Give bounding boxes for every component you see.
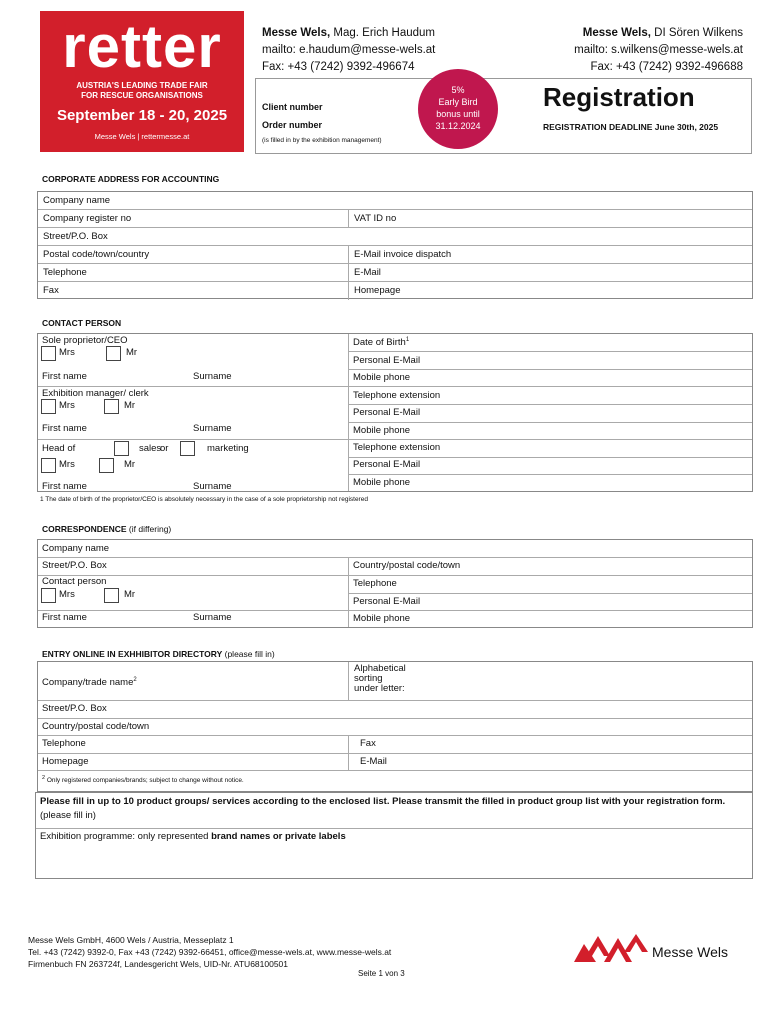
- dir-email-field[interactable]: E-Mail: [360, 756, 387, 767]
- rule: [36, 828, 752, 829]
- corporate-section: [37, 191, 753, 299]
- rule: [38, 610, 752, 611]
- rule: [349, 422, 752, 423]
- logo-word: retter: [62, 13, 222, 80]
- rule: [38, 700, 752, 701]
- register-no-field[interactable]: Company register no: [43, 213, 132, 224]
- sole-mrs-checkbox[interactable]: [41, 346, 56, 361]
- rule: [38, 735, 752, 736]
- manager-mrs-label: Mrs: [59, 400, 75, 411]
- correspondence-heading: [42, 524, 171, 534]
- corr-telephone-field[interactable]: Telephone: [353, 578, 397, 589]
- footer-address: [28, 934, 391, 970]
- correspondence-heading-note: (if differing): [126, 524, 172, 534]
- divider: [348, 334, 349, 491]
- manager-mr-label: Mr: [124, 400, 136, 411]
- head-sales-label: sales: [139, 443, 162, 454]
- email-invoice-field[interactable]: E-Mail invoice dispatch: [354, 249, 452, 260]
- contact-left-company: Messe Wels,: [262, 27, 331, 39]
- dir-footnote-text: Only registered companies/brands; subject to change without notice.: [45, 777, 244, 785]
- manager-mr-checkbox[interactable]: [104, 399, 119, 414]
- corr-surname-field[interactable]: Surname: [193, 612, 232, 623]
- logo-site: Messe Wels | rettermesse.at: [94, 132, 190, 141]
- messe-wels-brand: Messe Wels: [652, 944, 728, 960]
- dob-sup: 1: [405, 337, 410, 343]
- contact-right-mail[interactable]: mailto: s.wilkens@messe-wels.at: [574, 44, 743, 56]
- corr-company-field[interactable]: Company name: [42, 543, 110, 554]
- correspondence-section: [37, 539, 753, 628]
- head-surname-field[interactable]: Surname: [193, 481, 232, 492]
- fax-field[interactable]: Fax: [43, 285, 59, 296]
- head-mrs-label: Mrs: [59, 459, 75, 470]
- head-tel-ext-field[interactable]: Telephone extension: [353, 442, 441, 453]
- corporate-row-telephone: [38, 264, 752, 282]
- rule: [349, 404, 752, 405]
- corr-mrs-label: Mrs: [59, 589, 75, 600]
- divider: [348, 210, 349, 227]
- dir-company-sup: 2: [133, 677, 137, 683]
- client-number-label: Client number: [262, 102, 323, 112]
- head-mr-label: Mr: [124, 459, 136, 470]
- footer-line-2: Tel. +43 (7242) 9392-0, Fax +43 (7242) 9392-66451, office@messe-wels.at, www.messe-wels.at: [28, 947, 392, 957]
- rule: [349, 351, 752, 352]
- logo-tagline-1: AUSTRIA'S LEADING TRADE FAIR: [76, 81, 208, 90]
- corporate-row-postal: [38, 246, 752, 264]
- dir-fax-field[interactable]: Fax: [360, 738, 376, 749]
- head-personal-email-field[interactable]: Personal E-Mail: [353, 459, 421, 470]
- badge-line-4: 31.12.2024: [435, 121, 481, 131]
- dob-field[interactable]: [353, 337, 409, 348]
- head-first-name-field[interactable]: First name: [42, 481, 87, 492]
- alpha-line-1: Alphabetical: [354, 663, 406, 674]
- corporate-row-street[interactable]: [38, 228, 752, 246]
- rule: [38, 770, 752, 771]
- corporate-row-fax: [38, 282, 752, 300]
- sole-mrs-label: Mrs: [59, 347, 75, 358]
- dir-footnote-sup: 2: [42, 775, 46, 781]
- head-marketing-checkbox[interactable]: [180, 441, 195, 456]
- management-note: (is filled in by the exhibition management): [262, 137, 382, 144]
- footer-line-1: Messe Wels GmbH, 4600 Wels / Austria, Messeplatz 1: [28, 935, 234, 945]
- rule: [38, 557, 752, 558]
- alpha-line-2: sorting: [354, 673, 383, 684]
- rule: [38, 439, 752, 440]
- contact-right-company: Messe Wels,: [582, 27, 651, 39]
- dir-footnote: [42, 775, 244, 784]
- contact-left-name: Mag. Erich Haudum: [330, 27, 436, 39]
- dir-company-label: Company/trade name: [42, 677, 134, 689]
- head-or-label: or: [160, 443, 169, 454]
- messe-wels-logo-icon: [574, 934, 650, 962]
- corr-mr-label: Mr: [124, 589, 136, 600]
- head-marketing-label: marketing: [207, 443, 249, 454]
- product-instructions: [40, 795, 730, 823]
- programme-label: Exhibition programme: only represented: [40, 831, 212, 842]
- head-mr-checkbox[interactable]: [99, 458, 114, 473]
- corr-mr-checkbox[interactable]: [104, 588, 119, 603]
- sole-first-name-field[interactable]: First name: [42, 371, 87, 382]
- directory-heading-note: (please fill in): [222, 649, 275, 659]
- product-instructions-note: (please fill in): [40, 810, 96, 821]
- manager-surname-field[interactable]: Surname: [193, 423, 232, 434]
- dir-street-field[interactable]: Street/P.O. Box: [42, 703, 107, 714]
- rule: [349, 369, 752, 370]
- product-instructions-bold: Please fill in up to 10 product groups/ services according to the enclosed list. Please transmit the filled in product group list with your registration form.: [40, 796, 726, 807]
- rule: [38, 575, 752, 576]
- sole-mr-label: Mr: [126, 347, 138, 358]
- retter-logo: [40, 11, 244, 152]
- corr-mobile-field[interactable]: Mobile phone: [353, 613, 411, 624]
- dob-label: Date of Birth: [353, 337, 406, 349]
- head-mobile-field[interactable]: Mobile phone: [353, 477, 411, 488]
- corr-street-field[interactable]: Street/P.O. Box: [42, 560, 107, 571]
- divider: [348, 264, 349, 281]
- head-of-label: Head of: [42, 443, 76, 454]
- vat-id-field[interactable]: VAT ID no: [354, 213, 397, 224]
- dir-country-field[interactable]: Country/postal code/town: [42, 721, 150, 732]
- rule: [349, 457, 752, 458]
- sole-mr-checkbox[interactable]: [106, 346, 121, 361]
- early-bird-badge: [418, 69, 498, 149]
- logo-dates: September 18 - 20, 2025: [56, 107, 228, 124]
- products-section: [35, 792, 753, 879]
- street-field[interactable]: Street/P.O. Box: [43, 231, 108, 242]
- email-field[interactable]: E-Mail: [354, 267, 381, 278]
- contact-left-mail[interactable]: mailto: e.haudum@messe-wels.at: [262, 44, 436, 56]
- order-number-label: Order number: [262, 120, 323, 130]
- badge-line-1: 5%: [451, 85, 465, 95]
- contact-right-fax: Fax: +43 (7242) 9392-496688: [590, 61, 743, 73]
- contact-right-name: DI Sören Wilkens: [650, 27, 743, 39]
- directory-heading: [42, 649, 275, 659]
- corr-country-field[interactable]: Country/postal code/town: [353, 560, 461, 571]
- manager-tel-ext-field[interactable]: Telephone extension: [353, 390, 441, 401]
- dir-homepage-field[interactable]: Homepage: [42, 756, 89, 767]
- corr-first-name-field[interactable]: First name: [42, 612, 87, 623]
- manager-mobile-field[interactable]: Mobile phone: [353, 425, 411, 436]
- rule: [38, 386, 752, 387]
- head-sales-checkbox[interactable]: [114, 441, 129, 456]
- alpha-line-3: under letter:: [354, 683, 405, 694]
- homepage-field[interactable]: Homepage: [354, 285, 401, 296]
- badge-line-2: Early Bird: [438, 97, 478, 107]
- page-title: Registration: [543, 82, 695, 112]
- directory-heading-text: ENTRY ONLINE IN EXHHIBITOR DIRECTORY: [42, 649, 223, 659]
- corporate-row-register: [38, 210, 752, 228]
- company-name-field[interactable]: Company name: [43, 195, 111, 206]
- rule: [349, 593, 752, 594]
- footer-line-3: Firmenbuch FN 263724f, Landesgericht Wels, UID-Nr. ATU68100501: [28, 959, 289, 969]
- exhibition-manager-label: Exhibition manager/ clerk: [42, 388, 149, 399]
- corporate-row-company[interactable]: [38, 192, 752, 210]
- page-number: Seite 1 von 3: [358, 969, 405, 978]
- telephone-field[interactable]: Telephone: [43, 267, 87, 278]
- rule: [38, 753, 752, 754]
- sole-mobile-field[interactable]: Mobile phone: [353, 372, 411, 383]
- sole-surname-field[interactable]: Surname: [193, 371, 232, 382]
- dir-telephone-field[interactable]: Telephone: [42, 738, 86, 749]
- rule: [349, 474, 752, 475]
- directory-section: [37, 661, 753, 792]
- programme-label-bold: brand names or private labels: [211, 831, 346, 842]
- postal-field[interactable]: Postal code/town/country: [43, 249, 150, 260]
- registration-deadline: REGISTRATION DEADLINE June 30th, 2025: [543, 122, 719, 132]
- dob-footnote: 1 The date of birth of the proprietor/CEO is absolutely necessary in the case of a sole proprietorship not registered: [40, 496, 368, 503]
- sole-personal-email-field[interactable]: Personal E-Mail: [353, 355, 421, 366]
- exhibition-programme-field[interactable]: [40, 831, 346, 842]
- head-mrs-checkbox[interactable]: [41, 458, 56, 473]
- contact-person-heading: CONTACT PERSON: [42, 318, 122, 328]
- divider: [348, 282, 349, 300]
- corr-contact-label: Contact person: [42, 576, 107, 587]
- corr-mrs-checkbox[interactable]: [41, 588, 56, 603]
- correspondence-heading-text: CORRESPONDENCE: [42, 524, 127, 534]
- divider: [348, 246, 349, 263]
- contact-person-section: [37, 333, 753, 492]
- alphabetical-sorting-field[interactable]: [354, 664, 406, 694]
- manager-mrs-checkbox[interactable]: [41, 399, 56, 414]
- badge-line-3: bonus until: [436, 109, 480, 119]
- contact-right: [574, 25, 743, 76]
- contact-left-fax: Fax: +43 (7242) 9392-496674: [262, 61, 415, 73]
- rule: [38, 718, 752, 719]
- dir-company-field[interactable]: [42, 677, 137, 688]
- manager-personal-email-field[interactable]: Personal E-Mail: [353, 407, 421, 418]
- manager-first-name-field[interactable]: First name: [42, 423, 87, 434]
- sole-proprietor-label: Sole proprietor/CEO: [42, 335, 128, 346]
- contact-left: [262, 25, 435, 76]
- corporate-heading: CORPORATE ADDRESS FOR ACCOUNTING: [42, 174, 220, 184]
- corr-personal-email-field[interactable]: Personal E-Mail: [353, 596, 421, 607]
- divider: [348, 662, 349, 700]
- logo-tagline-2: FOR RESCUE ORGANISATIONS: [81, 91, 203, 100]
